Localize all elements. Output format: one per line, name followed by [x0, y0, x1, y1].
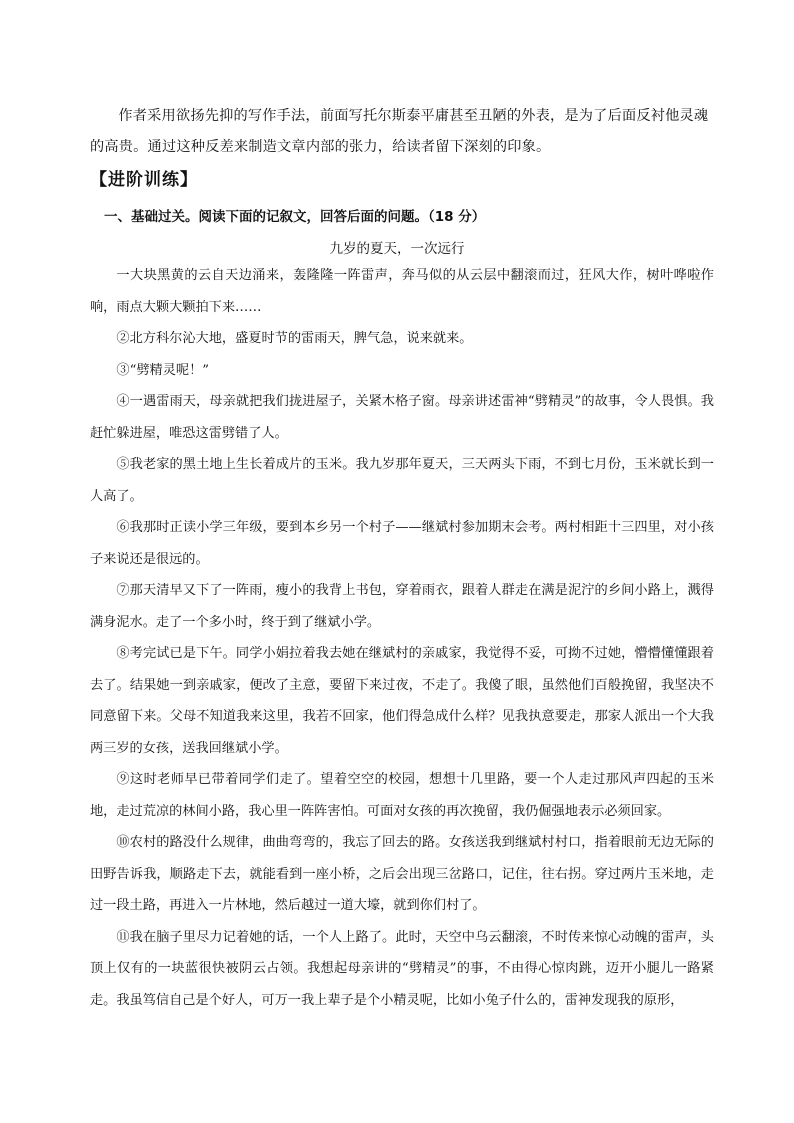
story-paragraph-7: ⑦那天清早又下了一阵雨，瘦小的我背上书包，穿着雨衣，跟着人群走在满是泥泞的乡间小路上，溅得满身泥水。走了一个多小时，终于到了继斌小学。	[90, 583, 714, 630]
story-body	[90, 260, 714, 1016]
question-prompt: 一、基础过关。阅读下面的记叙文，回答后面的问题。（18 分）	[104, 209, 486, 225]
section-heading: 【进阶训练】	[90, 170, 198, 190]
story-title: 九岁的夏天，一次远行	[329, 241, 465, 257]
story-paragraph-6: ⑥我那时正读小学三年级，要到本乡另一个村子——继斌村参加期末会考。两村相距十三四里，对小孩子来说还是很远的。	[90, 520, 714, 567]
story-paragraph-9: ⑨这时老师早已带着同学们走了。望着空空的校园，想想十几里路，要一个人走过那风声四起的玉米地，走过荒凉的林间小路，我心里一阵阵害怕。可面对女孩的再次挽留，我仍倔强地表示必须回家。	[90, 772, 714, 819]
story-paragraph-1: 一大块黑黄的云自天边涌来，轰隆隆一阵雷声，奔马似的从云层中翻滚而过，狂风大作，树叶哗啦作响，雨点大颗大颗拍下来……	[90, 268, 714, 315]
story-paragraph-2: ②北方科尔沁大地，盛夏时节的雷雨天，脾气急，说来就来。	[116, 331, 473, 346]
intro-paragraph: 作者采用欲扬先抑的写作手法，前面写托尔斯泰平庸甚至丑陋的外表，是为了后面反衬他灵魂的高贵。通过这种反差来制造文章内部的张力，给读者留下深刻的印象。	[90, 108, 709, 155]
story-paragraph-4: ④一遇雷雨天，母亲就把我们拢进屋子，关紧木格子窗。母亲讲述雷神“劈精灵”的故事，令人畏惧。我赶忙躲进屋，唯恐这雷劈错了人。	[90, 394, 714, 441]
story-paragraph-8: ⑧考完试已是下午。同学小娟拉着我去她在继斌村的亲戚家，我觉得不妥，可拗不过她，懵懵懂懂跟着去了。结果她一到亲戚家，便改了主意，要留下来过夜，不走了。我傻了眼，虽然他们百般挽留，我坚决不同意留下来。父母不知道我来这里，我若不回家，他们得急成什么样？见我执意要走，那家人派出一个大我两三岁的女孩，送我回继斌小学。	[90, 646, 714, 756]
story-paragraph-10: ⑩农村的路没什么规律，曲曲弯弯的，我忘了回去的路。女孩送我到继斌村村口，指着眼前无边无际的田野告诉我，顺路走下去，就能看到一座小桥，之后会出现三岔路口，记住，往右拐。穿过两片玉米地，走过一段土路，再进入一片林地，然后越过一道大壕，就到你们村了。	[90, 835, 714, 913]
story-paragraph-5: ⑤我老家的黑土地上生长着成片的玉米。我九岁那年夏天，三天两头下雨，不到七月份，玉米就长到一人高了。	[90, 457, 714, 504]
story-paragraph-11: ⑪我在脑子里尽力记着她的话，一个人上路了。此时，天空中乌云翻滚，不时传来惊心动魄的雷声，头顶上仅有的一块蓝很快被阴云占领。我想起母亲讲的“劈精灵”的事，不由得心惊肉跳，迈开小腿儿一路紧走。我虽笃信自己是个好人，可万一我上辈子是个小精灵呢，比如小兔子什么的，雷神发现我的原形，	[90, 929, 714, 1008]
story-paragraph-3: ③“劈精灵呢！”	[116, 362, 209, 378]
